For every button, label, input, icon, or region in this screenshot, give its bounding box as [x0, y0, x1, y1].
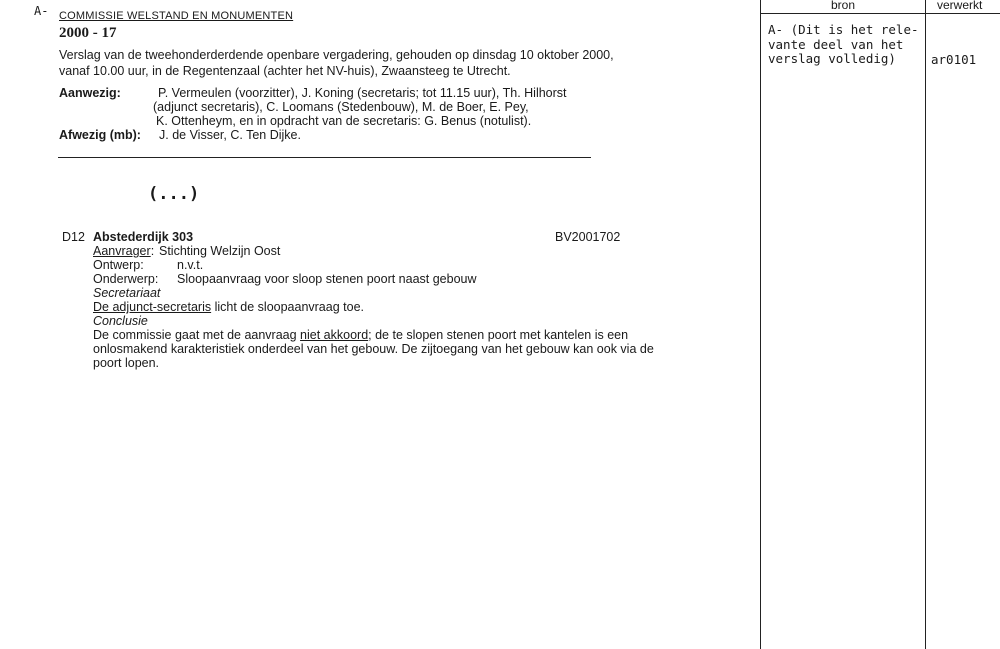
topic-label: Onderwerp: — [93, 272, 159, 286]
applicant-colon: : — [150, 244, 155, 258]
topic-value: Sloopaanvraag voor sloop stenen poort naast gebouw — [177, 272, 477, 286]
conclusion-line-3: poort lopen. — [93, 356, 160, 370]
bron-note-line-1: A- (Dit is het rele- — [768, 22, 919, 37]
bron-note-line-3: verslag volledig) — [768, 51, 896, 66]
bron-column-border — [760, 0, 761, 649]
committee-title: COMMISSIE WELSTAND EN MONUMENTEN — [59, 10, 294, 22]
applicant-row — [93, 244, 154, 258]
bron-header: bron — [831, 0, 856, 12]
absent-line: J. de Visser, C. Ten Dijke. — [159, 128, 301, 142]
column-header-divider — [760, 13, 1000, 14]
omission-mark: (...) — [148, 184, 200, 204]
verwerkt-column-border — [925, 0, 926, 649]
secretariat-heading: Secretariaat — [93, 286, 161, 300]
bron-note-line-2: vante deel van het — [768, 37, 904, 52]
applicant-label: Aanvrager — [93, 244, 151, 258]
applicant-value: Stichting Welzijn Oost — [159, 244, 281, 258]
intro-line-2: vanaf 10.00 uur, in de Regentenzaal (achter het NV-huis), Zwaansteeg te Utrecht. — [59, 64, 511, 78]
file-reference: BV2001702 — [555, 230, 621, 244]
document-number: 2000 - 17 — [59, 25, 117, 41]
present-line-1: P. Vermeulen (voorzitter), J. Koning (secretaris; tot 11.15 uur), Th. Hilhorst — [158, 86, 567, 100]
subject-value: n.v.t. — [177, 258, 204, 272]
conclusion-line-1-start: De commissie gaat met de aanvraag — [93, 328, 301, 342]
section-divider — [58, 157, 591, 158]
item-code: D12 — [62, 230, 85, 244]
intro-line-1: Verslag van de tweehonderderdende openbare vergadering, gehouden op dinsdag 10 oktober 2000, — [59, 48, 614, 62]
secretariat-subject: De adjunct-secretaris — [93, 300, 212, 314]
conclusion-line-1-end: ; de te slopen stenen poort met kantelen is een — [368, 328, 629, 342]
present-label: Aanwezig: — [59, 86, 121, 100]
margin-mark: A- — [34, 4, 49, 18]
item-address: Abstederdijk 303 — [93, 230, 194, 244]
verwerkt-code: ar0101 — [931, 52, 977, 67]
present-line-2: (adjunct secretaris), C. Loomans (Stedenbouw), M. de Boer, E. Pey, — [153, 100, 529, 114]
subject-label: Ontwerp: — [93, 258, 144, 272]
conclusion-line-2: onlosmakend karakteristiek onderdeel van het gebouw. De zijtoegang van het gebouw kan ook via de — [93, 342, 654, 356]
conclusion-verdict: niet akkoord — [300, 328, 369, 342]
secretariat-rest: licht de sloopaanvraag toe. — [211, 300, 364, 314]
secretariat-text — [93, 300, 364, 314]
conclusion-line-1 — [93, 328, 628, 342]
verwerkt-header: verwerkt — [937, 0, 983, 12]
conclusion-heading: Conclusie — [93, 314, 148, 328]
absent-label: Afwezig (mb): — [59, 128, 141, 142]
present-line-3: K. Ottenheym, en in opdracht van de secretaris: G. Benus (notulist). — [156, 114, 532, 128]
